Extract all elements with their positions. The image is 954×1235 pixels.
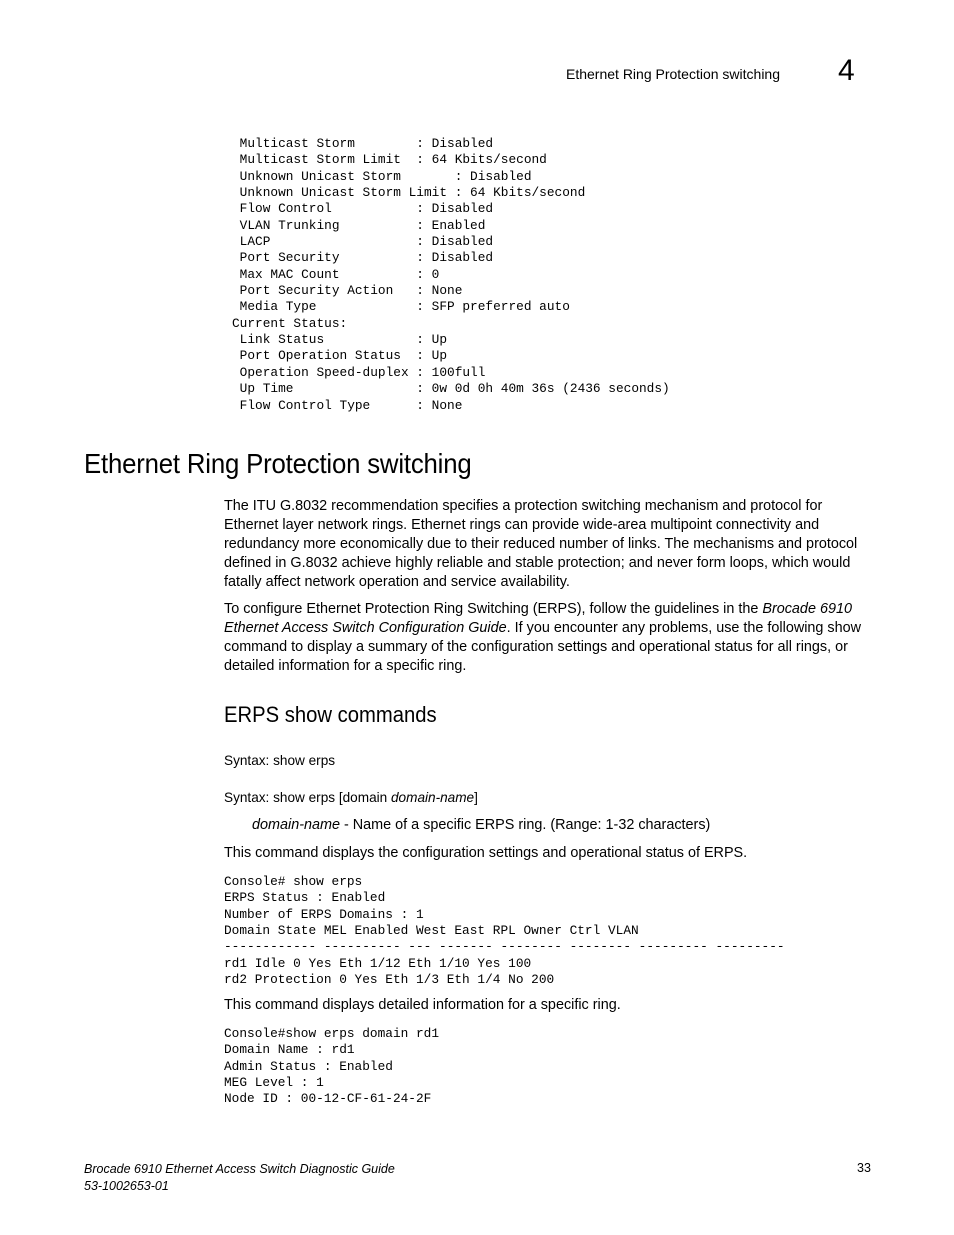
syntax-prefix: Syntax: show erps xyxy=(224,790,339,805)
syntax-bracket: [ xyxy=(338,790,343,805)
code-line: Current Status: xyxy=(232,315,348,331)
subsection-heading: ERPS show commands xyxy=(224,702,437,727)
code-line: rd1 Idle 0 Yes Eth 1/12 Eth 1/10 Yes 100 xyxy=(224,955,532,971)
syntax-bracket: ] xyxy=(474,790,478,805)
code-line: Admin Status : Enabled xyxy=(224,1058,393,1074)
footer-document-info xyxy=(84,1161,395,1195)
code-line: ERPS Status : Enabled xyxy=(224,890,386,906)
code-line: Console# show erps xyxy=(224,874,363,889)
code-line: Number of ERPS Domains : 1 xyxy=(224,906,424,922)
command-description: This command displays detailed information for a specific ring. xyxy=(224,997,621,1013)
code-line: Port Operation Status : Up xyxy=(232,348,448,364)
code-line: Up Time : 0w 0d 0h 40m 36s (2436 seconds) xyxy=(232,381,670,397)
parameter-description xyxy=(252,817,710,833)
code-line: Port Security : Disabled xyxy=(232,250,494,266)
code-line: Domain State MEL Enabled West East RPL Owner Ctrl VLAN xyxy=(224,923,639,939)
intro-paragraph: The ITU G.8032 recommendation specifies a protection switching mechanism and protocol for Ethernet layer network rings. Ethernet rings can provide wide-area multipoint connectivity and redundancy more economically due to their reduced number of links. The mechanisms and protocol defined in G.8032 achieve highly reliable and stable protection; and never form loops, which would fatally affect network operation and service availability. xyxy=(224,498,858,590)
paragraph-text: . If you encounter any problems, use the following show command to display a summary of the configuration settings and operational status for all rings, or detailed information for a specific ring. xyxy=(224,620,862,674)
parameter-name: domain-name xyxy=(252,817,340,833)
code-line: ------------ ---------- --- ------- -------- -------- --------- --------- xyxy=(224,939,785,955)
syntax-show-erps: Syntax: show erps xyxy=(224,753,336,768)
code-line: Unknown Unicast Storm Limit : 64 Kbits/second xyxy=(232,185,586,201)
code-line: Domain Name : rd1 xyxy=(224,1042,355,1058)
code-line: Multicast Storm : Disabled xyxy=(232,136,494,151)
code-line: VLAN Trunking : Enabled xyxy=(232,217,486,233)
code-line: Media Type : SFP preferred auto xyxy=(232,299,570,315)
parameter-text: - Name of a specific ERPS ring. (Range: 1-32 characters) xyxy=(340,817,711,833)
show-erps-domain-code-block xyxy=(224,1026,439,1108)
section-heading: Ethernet Ring Protection switching xyxy=(84,448,472,479)
guide-title: Brocade 6910 Ethernet Access Switch Configuration Guide xyxy=(224,601,852,636)
syntax-show-erps-domain xyxy=(224,790,478,805)
code-line: Flow Control Type : None xyxy=(232,397,463,413)
footer-doc-number: 53-1002653-01 xyxy=(84,1179,169,1193)
code-line: rd2 Protection 0 Yes Eth 1/3 Eth 1/4 No 200 xyxy=(224,972,555,988)
code-line: Node ID : 00-12-CF-61-24-2F xyxy=(224,1091,432,1107)
page-number: 33 xyxy=(857,1161,871,1175)
code-line: Max MAC Count : 0 xyxy=(232,266,440,282)
code-line: Port Security Action : None xyxy=(232,283,463,299)
code-line: Multicast Storm Limit : 64 Kbits/second xyxy=(232,152,547,168)
code-line: Link Status : Up xyxy=(232,332,448,348)
command-description: This command displays the configuration settings and operational status of ERPS. xyxy=(224,845,748,861)
running-header-title: Ethernet Ring Protection switching xyxy=(566,66,780,82)
code-line: Unknown Unicast Storm : Disabled xyxy=(232,168,532,184)
paragraph-text: To configure Ethernet Protection Ring Switching (ERPS), follow the guidelines in the xyxy=(224,601,763,617)
configure-paragraph xyxy=(224,600,874,676)
code-line: MEG Level : 1 xyxy=(224,1075,324,1091)
code-line: LACP : Disabled xyxy=(232,234,494,250)
chapter-number: 4 xyxy=(838,54,855,87)
code-line: Flow Control : Disabled xyxy=(232,201,494,217)
port-status-code-block xyxy=(232,136,670,414)
code-line: Operation Speed-duplex : 100full xyxy=(232,364,486,380)
syntax-keyword: domain xyxy=(342,790,388,805)
syntax-param: domain-name xyxy=(391,790,475,805)
footer-doc-title: Brocade 6910 Ethernet Access Switch Diagnostic Guide xyxy=(84,1162,395,1176)
code-line: Console#show erps domain rd1 xyxy=(224,1026,440,1041)
show-erps-code-block xyxy=(224,874,785,988)
